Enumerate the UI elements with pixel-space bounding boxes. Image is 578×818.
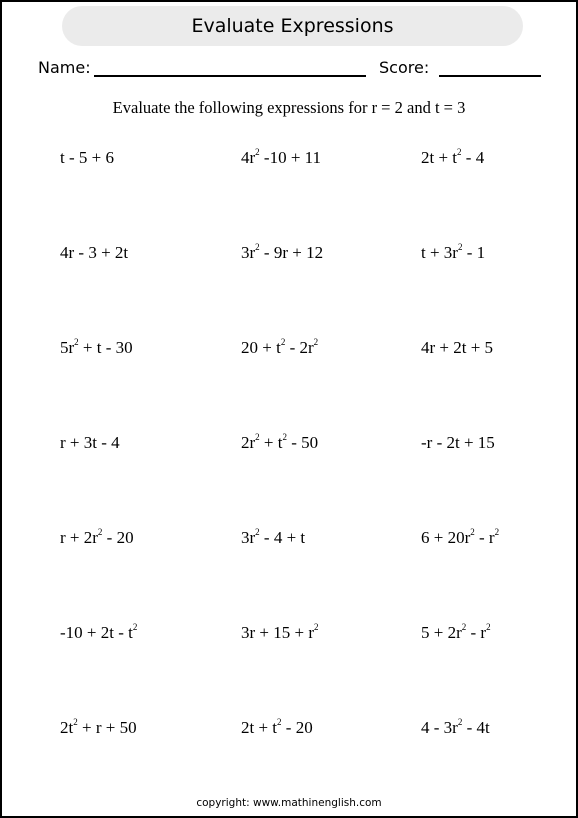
expression-item (60, 623, 137, 647)
expression-item (241, 433, 318, 457)
expression-text: r + 3t - 4 (60, 433, 120, 452)
expression-text: 3r + 15 + r (241, 623, 314, 642)
expression-text: 5r (60, 338, 75, 357)
expression-text: - r (474, 528, 495, 547)
expression-item (241, 718, 313, 742)
expression-text: - 4t (462, 718, 490, 737)
expression-text: + t - 30 (78, 338, 133, 357)
exponent: 2 (457, 242, 463, 252)
exponent: 2 (457, 717, 463, 727)
expression-item (421, 243, 485, 267)
exponent: 2 (74, 337, 79, 347)
expression-text: t + 3r (421, 243, 458, 262)
expression-text: - 4 (461, 148, 485, 167)
expression-text: - 2r (285, 338, 314, 357)
exponent: 2 (457, 147, 462, 157)
expression-text: - 9r + 12 (259, 243, 324, 262)
expression-text: - 20 (102, 528, 134, 547)
expression-item (60, 148, 114, 172)
exponent: 2 (255, 147, 260, 157)
expression-text: 3r (241, 243, 256, 262)
worksheet-title: Evaluate Expressions (191, 15, 394, 37)
expression-item (241, 148, 321, 172)
exponent: 2 (313, 337, 319, 347)
expression-text: 3r (241, 528, 256, 547)
expression-text: - 4 + t (259, 528, 306, 547)
expression-text: 6 + 20r (421, 528, 471, 547)
expression-text: 20 + t (241, 338, 281, 357)
exponent: 2 (277, 717, 282, 727)
exponent: 2 (461, 622, 467, 632)
expression-text: + r + 50 (77, 718, 137, 737)
expression-text: -10 + 2t - t (60, 623, 133, 642)
expression-text: - 1 (462, 243, 486, 262)
expression-item (241, 623, 319, 647)
exponent: 2 (255, 242, 260, 252)
exponent: 2 (132, 622, 138, 632)
expression-item (60, 433, 120, 457)
expression-text: 4r + 2t + 5 (421, 338, 494, 357)
expression-text: -10 + 11 (259, 148, 322, 167)
exponent: 2 (494, 527, 500, 537)
exponent: 2 (314, 622, 319, 632)
exponent: 2 (73, 717, 78, 727)
exponent: 2 (255, 527, 260, 537)
expression-item (60, 338, 133, 362)
expression-item (421, 148, 484, 172)
expression-text: 2t + t (421, 148, 458, 167)
expression-text: - 50 (286, 433, 319, 452)
score-label: Score: (379, 58, 430, 77)
exponent: 2 (282, 432, 287, 442)
expression-item (60, 528, 134, 552)
expression-text: - r (466, 623, 487, 642)
expression-item (421, 623, 491, 647)
exponent: 2 (97, 527, 103, 537)
instructions: Evaluate the following expressions for r = 2 and t = 3 (112, 98, 466, 117)
copyright-footer: copyright: www.mathinenglish.com (196, 797, 382, 809)
name-score-line (38, 58, 542, 78)
expression-text: t - 5 + 6 (60, 148, 114, 167)
expression-item (421, 718, 490, 742)
expression-text: r + 2r (60, 528, 98, 547)
expression-item (241, 338, 318, 362)
exponent: 2 (255, 432, 260, 442)
expression-item (421, 528, 499, 552)
exponent: 2 (280, 337, 286, 347)
expression-text: -r - 2t + 15 (421, 433, 495, 452)
name-blank[interactable] (94, 75, 366, 77)
expression-text: 4 - 3r (421, 718, 458, 737)
expression-text: 4r - 3 + 2t (60, 243, 129, 262)
exponent: 2 (486, 622, 491, 632)
expression-item (241, 528, 305, 552)
worksheet-title-banner (62, 6, 523, 46)
expression-text: - 20 (281, 718, 313, 737)
expression-text: 2t + t (241, 718, 278, 737)
expression-item (421, 433, 495, 457)
exponent: 2 (470, 527, 475, 537)
expression-text: 2r (241, 433, 256, 452)
expression-item (60, 718, 137, 742)
expression-text: 5 + 2r (421, 623, 462, 642)
expression-text: 4r (241, 148, 256, 167)
expression-item (60, 243, 128, 267)
expression-item (421, 338, 493, 362)
name-label: Name: (38, 58, 91, 77)
score-blank[interactable] (439, 75, 541, 77)
expression-text: + t (259, 433, 283, 452)
expression-text: 2t (60, 718, 74, 737)
expression-item (241, 243, 323, 267)
